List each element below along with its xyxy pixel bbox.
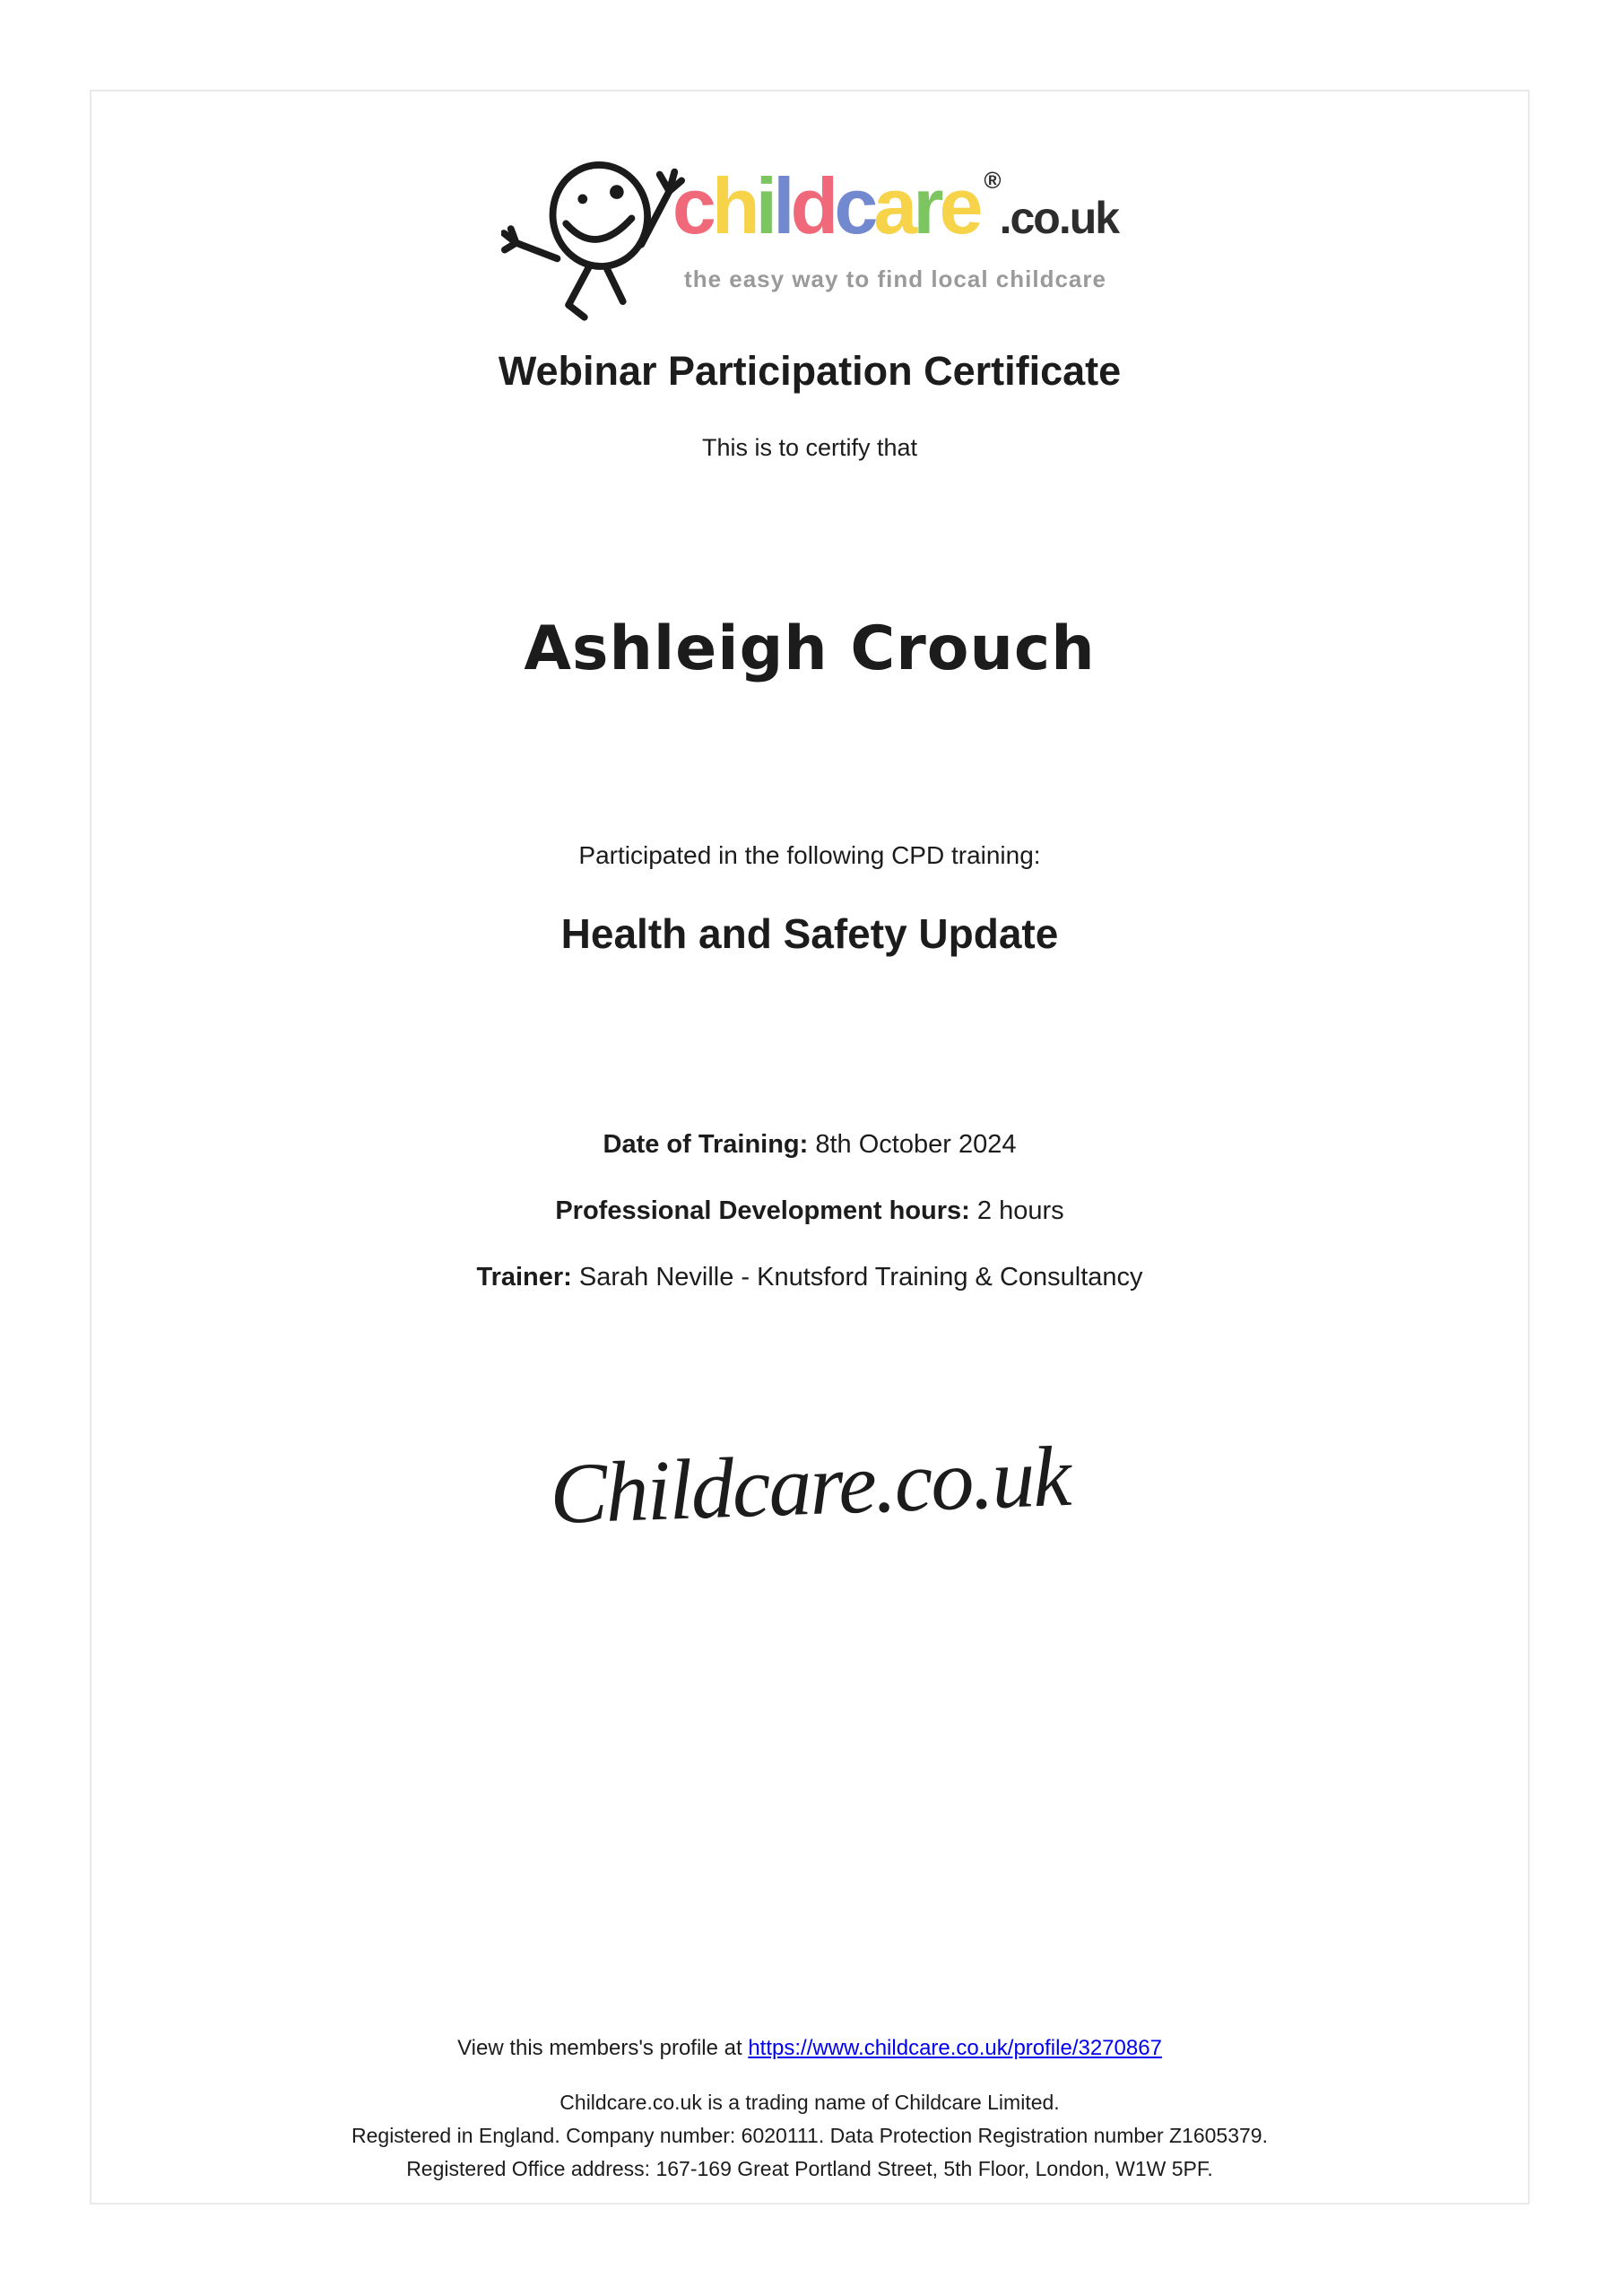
logo-tagline: the easy way to find local childcare	[684, 265, 1106, 292]
legal-line-address: Registered Office address: 167-169 Great Portland Street, 5th Floor, London, W1W 5PF.	[406, 2157, 1213, 2180]
certificate-title: Webinar Participation Certificate	[498, 348, 1122, 394]
detail-value: 2 hours	[976, 1196, 1064, 1225]
certificate-page	[90, 90, 1530, 2205]
profile-line-text: View this members's profile at	[457, 2036, 742, 2060]
recipient-name: Ashleigh Crouch	[524, 613, 1096, 684]
registered-trademark-symbol: ®	[984, 167, 1002, 194]
detail-row-date	[91, 1130, 1528, 1160]
childcare-mascot-icon	[501, 144, 685, 323]
profile-line	[91, 2036, 1528, 2061]
certify-text: This is to certify that	[701, 434, 918, 461]
logo-suffix: .co.uk	[999, 193, 1119, 243]
profile-link[interactable]: https://www.childcare.co.uk/profile/3270867	[748, 2036, 1162, 2060]
detail-value: 8th October 2024	[815, 1130, 1017, 1159]
childcare-signature: Childcare.co.uk	[548, 1427, 1071, 1543]
legal-footer	[91, 2086, 1528, 2186]
course-title: Health and Safety Update	[560, 910, 1059, 957]
participation-text: Participated in the following CPD training:	[578, 841, 1041, 869]
childcare-logo	[91, 135, 1528, 323]
detail-row-hours	[91, 1196, 1528, 1226]
detail-row-trainer	[91, 1263, 1528, 1292]
logo-wordmark-letters: childcare	[672, 161, 979, 250]
detail-label: Trainer:	[476, 1263, 572, 1292]
detail-label: Date of Training:	[603, 1130, 809, 1159]
legal-line-registration: Registered in England. Company number: 6020111. Data Protection Registration number Z1605379.	[351, 2124, 1268, 2147]
logo-text	[672, 135, 1118, 293]
detail-label: Professional Development hours:	[555, 1196, 970, 1225]
detail-value: Sarah Neville - Knutsford Training & Consultancy	[578, 1263, 1143, 1292]
legal-line-trading-name: Childcare.co.uk is a trading name of Childcare Limited.	[559, 2091, 1060, 2114]
